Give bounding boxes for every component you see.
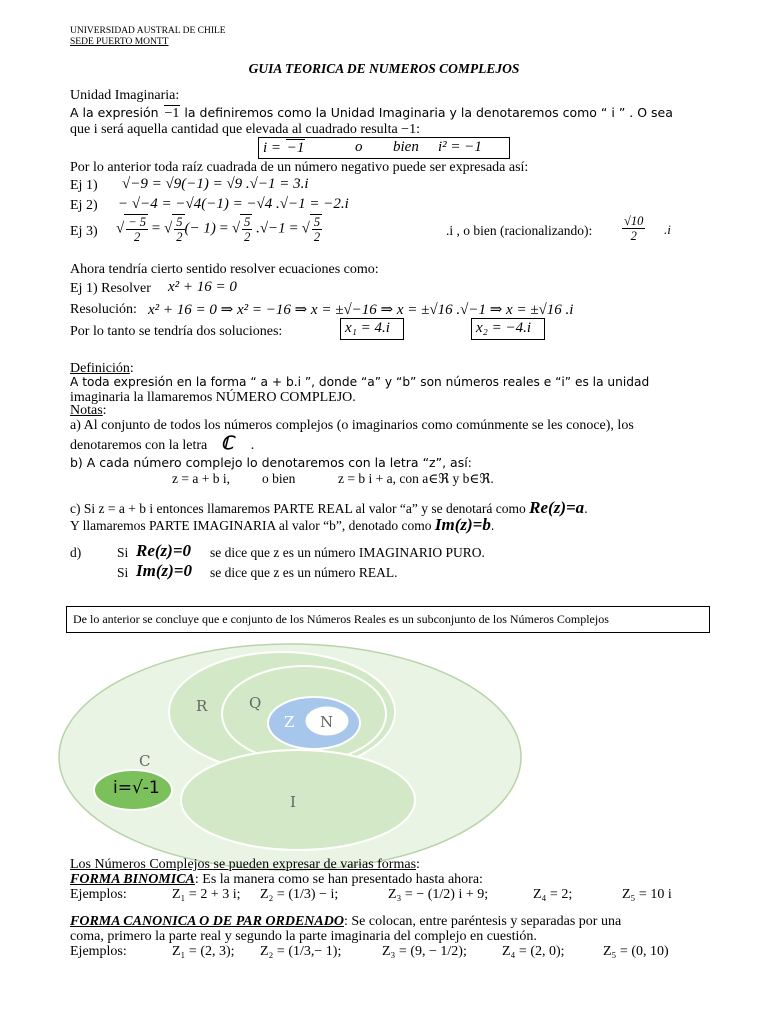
im-zero-formula: Im(z)=0 bbox=[136, 561, 192, 580]
box-o: o bbox=[355, 139, 363, 155]
box-i: i = bbox=[263, 140, 285, 156]
ej3-tail: .i , o bien (racionalizando): bbox=[446, 223, 593, 238]
forms-intro-text: Los Números Complejos se pueden expresar de varias formas bbox=[70, 857, 417, 872]
box-bien: bien bbox=[393, 139, 419, 155]
note-b-form1: z = a + b i, bbox=[172, 471, 230, 486]
note-a-line2-end: . bbox=[250, 438, 255, 453]
ej-resolver-label: Ej 1) Resolver bbox=[70, 281, 151, 296]
notas-heading-text: Notas bbox=[70, 403, 103, 418]
re-z-formula: Re(z)=a bbox=[529, 498, 585, 517]
binomica-example-3: Z₃ = − (1/2) i + 9; bbox=[388, 887, 489, 902]
note-d-si-2: Si bbox=[117, 565, 129, 580]
note-d1-text: se dice que z es un número IMAGINARIO PURO. bbox=[210, 545, 485, 560]
canonica-example-3: Z₃ = (9, − 1/2); bbox=[382, 944, 467, 959]
binomica-line bbox=[70, 872, 483, 888]
binomica-examples-label: Ejemplos: bbox=[70, 887, 127, 902]
ej1-label: Ej 1) bbox=[70, 178, 98, 193]
ej3-label: Ej 3) bbox=[70, 224, 98, 239]
conclusion-text: De lo anterior se concluye que e conjunto de los Números Reales es un subconjunto de los Números Complejos bbox=[73, 612, 609, 626]
canonica-example-1: Z₁ = (2, 3); bbox=[172, 944, 235, 959]
forms-intro-colon: : bbox=[416, 857, 420, 872]
resolucion-eq: x² + 16 = 0 ⇒ x² = −16 ⇒ x = ±√−16 ⇒ x = ±√16 .√−1 ⇒ x = ±√16 .i bbox=[148, 302, 574, 318]
canonica-text1: : Se colocan, entre paréntesis y separadas por una bbox=[343, 914, 622, 929]
complex-set-symbol: ℂ bbox=[220, 433, 234, 453]
unidad-line1-end: la definiremos como la Unidad Imaginaria y la denotaremos como “ i ” . O sea bbox=[184, 105, 673, 120]
ej-resolver-eq: x² + 16 = 0 bbox=[168, 279, 237, 295]
campus-name: SEDE PUERTO MONTT bbox=[70, 37, 169, 47]
solutions-label: Por lo tanto se tendría dos soluciones: bbox=[70, 324, 283, 339]
binomica-example-2: Z₂ = (1/3) − i; bbox=[260, 887, 339, 902]
binomica-example-5: Z₅ = 10 i bbox=[622, 887, 672, 902]
canonica-example-2: Z₂ = (1/3,− 1); bbox=[260, 944, 342, 959]
university-name: UNIVERSIDAD AUSTRAL DE CHILE bbox=[70, 26, 226, 36]
forms-intro bbox=[70, 857, 420, 873]
canonica-example-4: Z₄ = (2, 0); bbox=[502, 944, 565, 959]
ej2-label: Ej 2) bbox=[70, 198, 98, 213]
im-z-formula: Im(z)=b bbox=[434, 515, 491, 534]
label-R: R bbox=[196, 697, 208, 715]
set-I-ellipse bbox=[181, 750, 415, 850]
canonica-examples-label: Ejemplos: bbox=[70, 944, 127, 959]
equations-intro: Ahora tendría cierto sentido resolver ecuaciones como: bbox=[70, 262, 379, 277]
canonica-title: FORMA CANONICA O DE PAR ORDENADO bbox=[70, 914, 344, 929]
note-c-line1-text: c) Si z = a + b i entonces llamaremos PARTE REAL al valor “a” y se denotará como bbox=[70, 501, 526, 516]
binomica-example-1: Z₁ = 2 + 3 i; bbox=[172, 887, 241, 902]
x1-solution: x₁ = 4.i bbox=[345, 320, 390, 336]
note-d2-text: se dice que z es un número REAL. bbox=[210, 565, 398, 580]
box-formula-right: i² = −1 bbox=[438, 139, 482, 155]
label-Q: Q bbox=[249, 694, 262, 712]
note-d-si-1: Si bbox=[117, 545, 129, 560]
ej2-formula: − √−4 = −√4(−1) = −√4 .√−1 = −2.i bbox=[118, 196, 349, 212]
box-sqrt: −1 bbox=[286, 140, 305, 156]
binomica-text: : Es la manera como se han presentado hasta ahora: bbox=[194, 872, 483, 887]
note-b-or: o bien bbox=[262, 471, 296, 486]
ej3-formula: √ $\frac{- 5}{2}$ = √ $\frac{5}{2}$ (− 1) = √ $\frac{5}{2}$ .√−1 = √ $\frac{5}{2}$ bbox=[116, 215, 321, 244]
definition-heading-text: Definición bbox=[70, 361, 130, 376]
ej3-frac-num: √10 bbox=[624, 214, 644, 228]
note-d-label: d) bbox=[70, 545, 82, 560]
binomica-example-4: Z₄ = 2; bbox=[533, 887, 573, 902]
note-a-line2-text: denotaremos con la letra bbox=[70, 438, 208, 453]
resolucion-label: Resolución: bbox=[70, 302, 137, 317]
ej1-formula: √−9 = √9(−1) = √9 .√−1 = 3.i bbox=[122, 176, 309, 192]
canonica-line1 bbox=[70, 914, 621, 930]
note-a-line1: a) Al conjunto de todos los números complejos (o imaginarios como comúnmente se les conoce), los bbox=[70, 418, 634, 433]
note-b-line1: b) A cada número complejo lo denotaremos con la letra “z”, así: bbox=[70, 455, 472, 470]
unidad-line2: que i será aquella cantidad que elevada al cuadrado resulta −1: bbox=[70, 122, 420, 137]
label-I: I bbox=[290, 793, 296, 811]
definition-line1: A toda expresión en la forma “ a + b.i ”, donde “a” y “b” son números reales e “i” es la unidad bbox=[70, 375, 650, 389]
page-title: GUIA TEORICA DE NUMEROS COMPLEJOS bbox=[248, 61, 520, 76]
re-zero-formula: Re(z)=0 bbox=[136, 541, 192, 560]
label-C: C bbox=[139, 752, 151, 770]
note-c-line2-end: . bbox=[490, 518, 495, 533]
note-c-line1-end: . bbox=[584, 501, 588, 516]
label-Z: Z bbox=[284, 713, 295, 731]
binomica-title: FORMA BINOMICA bbox=[70, 872, 195, 887]
note-b-form2: z = b i + a, con a∈ℜ y b∈ℜ. bbox=[338, 471, 494, 486]
definition-heading-colon: : bbox=[129, 361, 134, 376]
canonica-line2: coma, primero la parte real y segundo la parte imaginaria del complejo en cuestión. bbox=[70, 929, 537, 944]
ej3-end: .i bbox=[664, 222, 671, 237]
examples-intro: Por lo anterior toda raíz cuadrada de un número negativo puede ser expresada así: bbox=[70, 160, 529, 175]
unidad-line1-start: A la expresión bbox=[70, 105, 159, 120]
notas-heading-colon: : bbox=[102, 403, 107, 418]
label-N: N bbox=[320, 713, 334, 731]
x2-solution: x₂ = −4.i bbox=[476, 320, 532, 336]
canonica-example-5: Z₅ = (0, 10) bbox=[603, 944, 669, 959]
ej3-frac-den: 2 bbox=[630, 229, 637, 243]
note-c-line2-text: Y llamaremos PARTE IMAGINARIA al valor “b”, denotado como bbox=[70, 518, 432, 533]
label-imaginary-unit: i=√-1 bbox=[113, 778, 160, 798]
sqrt-minus-one: −1 bbox=[164, 106, 180, 121]
definition-line2: imaginaria la llamaremos NÚMERO COMPLEJO. bbox=[70, 390, 356, 405]
unidad-heading: Unidad Imaginaria: bbox=[70, 88, 180, 103]
